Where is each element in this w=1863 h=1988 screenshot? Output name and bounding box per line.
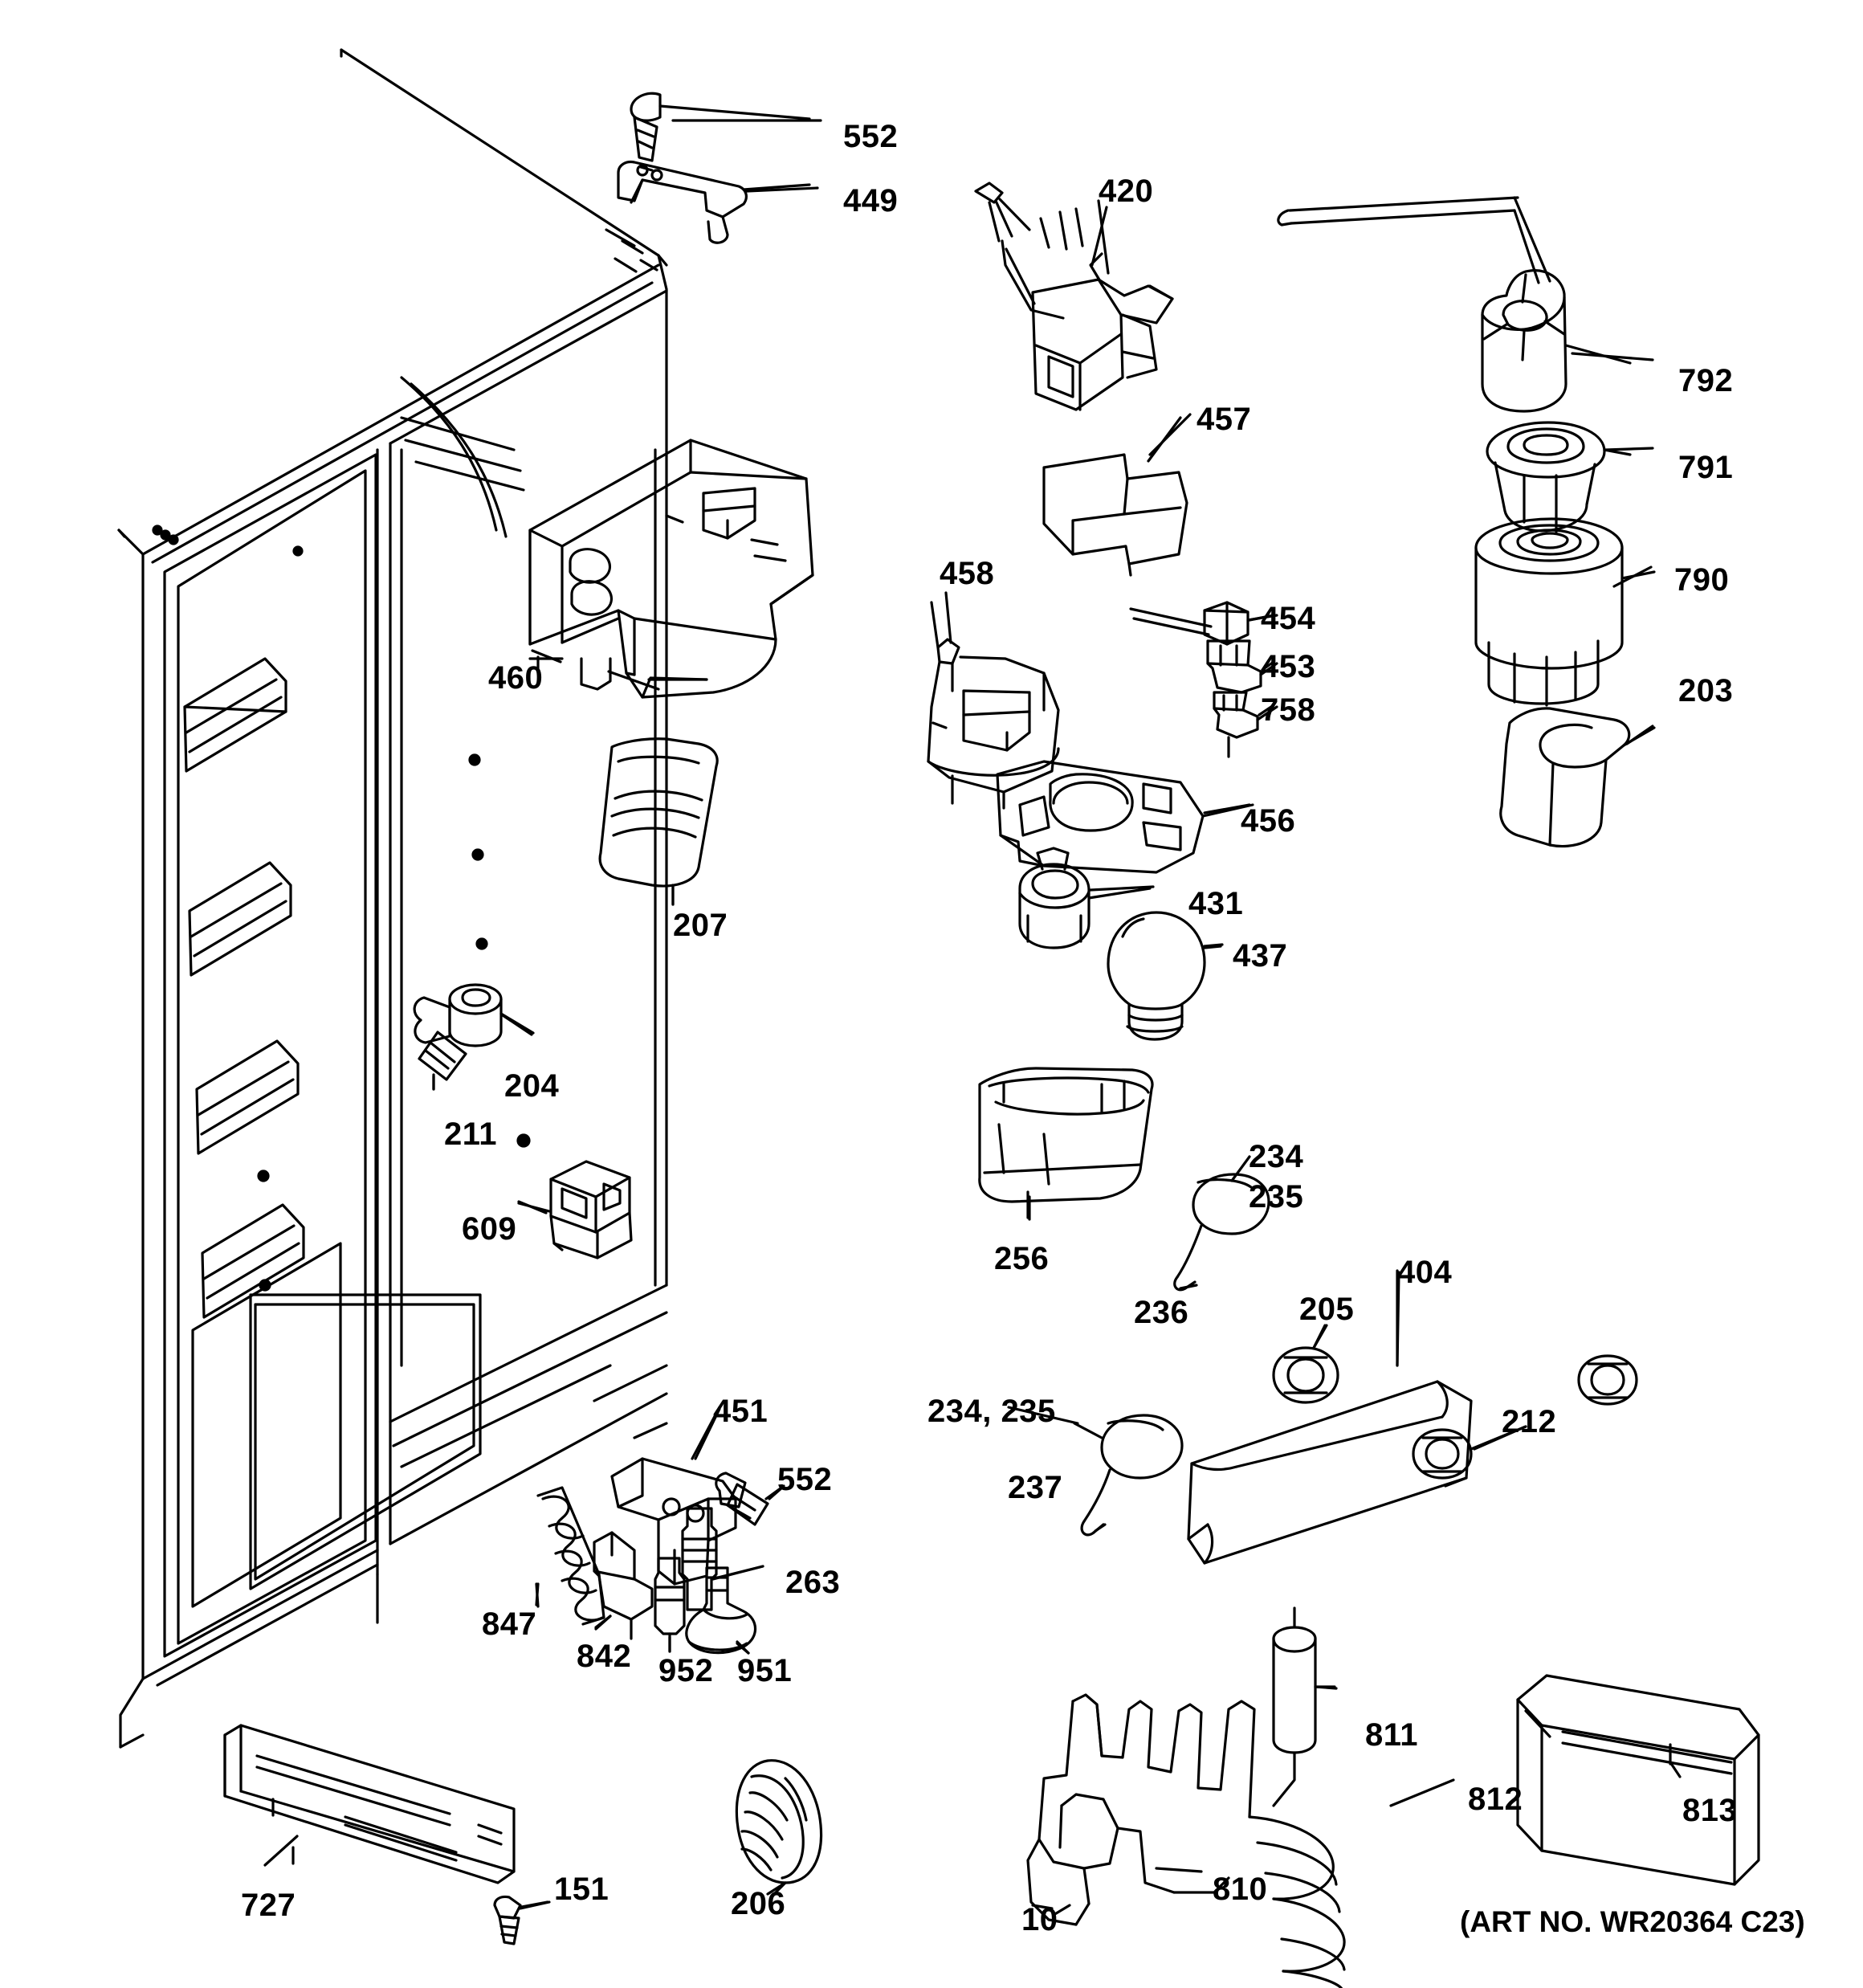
callout-812: 812 (1468, 1782, 1523, 1817)
callout-453: 453 (1261, 649, 1316, 684)
callout-256: 256 (994, 1241, 1050, 1276)
part-263-leg (683, 1508, 763, 1610)
callout-234-235: 234, 235 (927, 1394, 1056, 1429)
callout-437: 437 (1233, 938, 1288, 974)
part-810-tubing (1028, 1695, 1344, 1988)
part-791-cap (1487, 423, 1630, 532)
part-609-switch (519, 1161, 631, 1258)
part-204-bushing (450, 985, 533, 1046)
part-212-bushing-right (1579, 1356, 1637, 1404)
part-256-bin (980, 1068, 1152, 1218)
art-number-label: (ART NO. WR20364 C23) (1460, 1905, 1805, 1938)
callout-791: 791 (1678, 450, 1734, 485)
callout-552-bottom: 552 (777, 1462, 833, 1497)
callout-212: 212 (1502, 1404, 1557, 1439)
part-458-light-housing (928, 602, 1058, 808)
callout-758: 758 (1261, 692, 1316, 728)
callout-842: 842 (577, 1639, 632, 1674)
callout-609: 609 (462, 1211, 517, 1247)
callout-792: 792 (1678, 363, 1734, 398)
part-792-housing (1278, 198, 1630, 411)
callout-431: 431 (1188, 886, 1244, 921)
callout-847: 847 (482, 1606, 537, 1642)
callout-951: 951 (737, 1653, 793, 1688)
part-727-toe-grille (225, 1725, 514, 1883)
part-813-panel (1518, 1676, 1759, 1884)
callout-151: 151 (554, 1872, 609, 1907)
part-437-bulb (1108, 912, 1221, 1039)
part-449-hinge (618, 162, 809, 243)
part-207-cover (600, 739, 717, 904)
callout-790: 790 (1674, 562, 1730, 598)
callout-207: 207 (673, 908, 728, 943)
callout-952: 952 (658, 1653, 714, 1688)
callout-204: 204 (504, 1068, 560, 1104)
part-460-duct (530, 440, 813, 697)
part-811-drier (1274, 1608, 1335, 1806)
callout-458: 458 (940, 556, 995, 591)
cabinet-outline (119, 50, 667, 1747)
part-790-filter (1476, 519, 1654, 705)
callout-727: 727 (241, 1888, 296, 1923)
callout-404: 404 (1397, 1255, 1453, 1290)
callout-206: 206 (731, 1886, 786, 1921)
callout-235: 235 (1249, 1179, 1304, 1214)
callout-810: 810 (1213, 1872, 1268, 1907)
callout-263: 263 (785, 1565, 841, 1600)
callout-420: 420 (1099, 173, 1154, 209)
part-206-vent (736, 1761, 821, 1896)
callout-813: 813 (1682, 1793, 1738, 1828)
callout-236: 236 (1134, 1295, 1189, 1330)
callout-457: 457 (1196, 402, 1252, 437)
callout-451: 451 (713, 1394, 768, 1429)
callout-10: 10 (1021, 1902, 1058, 1937)
part-234-235-cap (1074, 1415, 1182, 1535)
callout-203: 203 (1678, 673, 1734, 708)
callout-234: 234 (1249, 1139, 1304, 1174)
part-454-nut (1131, 602, 1277, 644)
callout-237: 237 (1008, 1470, 1063, 1505)
callout-449: 449 (843, 183, 899, 218)
callout-552-top: 552 (843, 119, 899, 154)
part-420-control (976, 183, 1172, 410)
part-457-plate (1044, 418, 1187, 575)
part-203-cover (1501, 708, 1654, 847)
callout-211: 211 (444, 1116, 498, 1152)
callout-456: 456 (1241, 803, 1296, 839)
part-552-top-screw (631, 93, 809, 161)
callout-811: 811 (1365, 1717, 1419, 1753)
part-205-bushing (1274, 1325, 1338, 1402)
callout-205: 205 (1299, 1292, 1355, 1327)
callout-454: 454 (1261, 601, 1316, 636)
part-431-socket (1020, 848, 1150, 948)
callout-460: 460 (488, 660, 544, 696)
